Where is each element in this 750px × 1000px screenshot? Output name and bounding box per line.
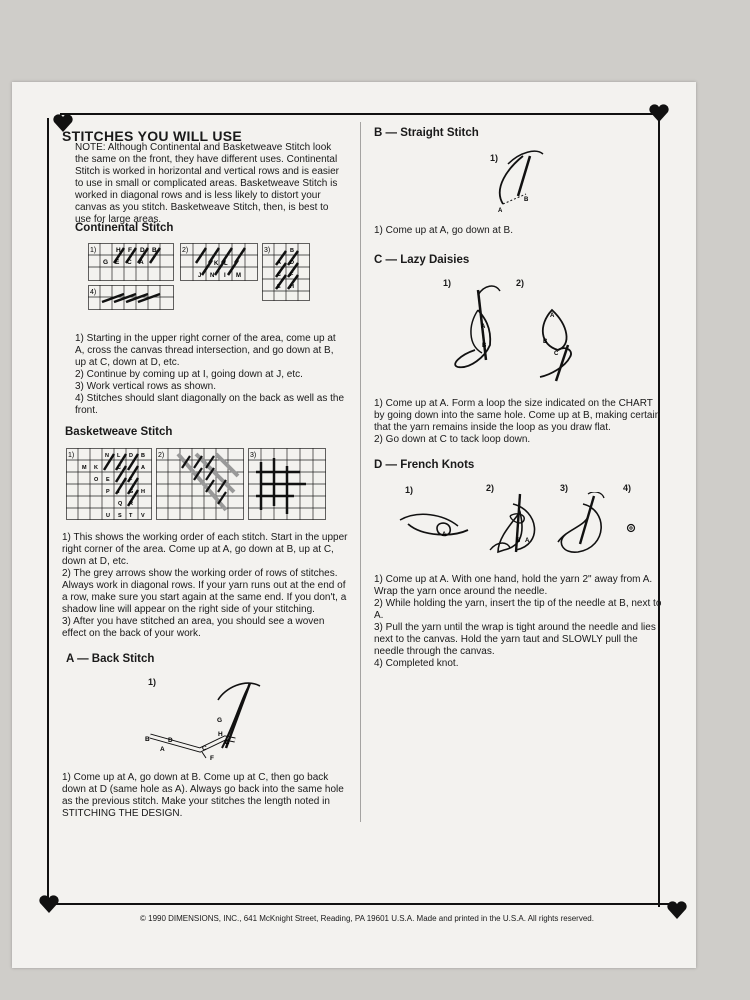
fig-letter: C — [127, 259, 132, 266]
fig-letter: B — [524, 197, 529, 203]
fig-letter: B — [543, 339, 548, 345]
basketweave-steps — [62, 532, 348, 640]
fig-letter: Q — [118, 501, 123, 507]
column-divider — [360, 122, 361, 822]
fig-letter: N — [105, 453, 109, 459]
fig-letter: L — [224, 261, 228, 267]
fig-letter: D — [129, 453, 133, 459]
lazy-daisies-steps — [374, 398, 664, 446]
fig-letter: B — [482, 343, 487, 349]
frame-left-line — [47, 118, 49, 902]
french-knots-fig4-num: 4) — [623, 483, 632, 493]
french-knots-step-4: 4) Completed knot. — [374, 658, 459, 669]
continental-step-1: 1) Starting in the upper right corner of the area, come up at A, cross the canvas thread intersection, and go down at B, up at C, down at D, etc. — [75, 333, 336, 368]
fig-letter: N — [210, 273, 215, 279]
fig-letter: U — [106, 513, 110, 519]
basketweave-step-3: 3) After you have stitched an area, you should see a woven effect on the back of your work. — [62, 616, 325, 639]
basketweave-step-1: 1) This shows the working order of each stitch. Start in the upper right corner of the area. Come up at A, go down at B, up at C, down at D, etc. — [62, 532, 348, 567]
fig-letter: H — [116, 247, 121, 254]
french-knots-figure — [398, 492, 648, 562]
fig-letter: I — [224, 273, 226, 279]
fig-letter: R — [129, 501, 133, 507]
continental-steps — [75, 333, 347, 417]
fig-letter: G — [129, 489, 134, 495]
basketweave-step-2: 2) The grey arrows show the working order of rows of stitches. Always work in diagonal rows. If your yarn runs out at the end of a row, make sure you start again at the same end. If you don't, a shadow line will appear on the right side of your stitching. — [62, 568, 347, 615]
straight-stitch-step-1: 1) Come up at A, go down at B. — [374, 225, 513, 236]
fig-letter: A — [160, 746, 165, 753]
fig-letter: E — [106, 477, 110, 483]
straight-stitch-heading: B — Straight Stitch — [374, 127, 479, 139]
lazy-daisies-fig2-num: 2) — [516, 278, 525, 288]
fig-letter: J — [198, 273, 202, 279]
continental-fig4-num: 4) — [90, 289, 97, 296]
fig-letter: H — [141, 489, 145, 495]
fig-letter: T — [129, 513, 133, 519]
continental-step-4: 4) Stitches should slant diagonally on the back as well as the front. — [75, 393, 345, 416]
heart-icon-bottom-right — [666, 900, 688, 920]
continental-step-3: 3) Work vertical rows as shown. — [75, 381, 216, 392]
continental-figure-3 — [262, 243, 310, 301]
fig-letter: I — [118, 489, 120, 495]
lazy-daisies-heading: C — Lazy Daisies — [374, 254, 470, 266]
fig-letter: C — [554, 351, 559, 357]
basketweave-figure-1 — [66, 448, 152, 520]
french-knots-step-2: 2) While holding the yarn, insert the tip of the needle at B, next to A. — [374, 598, 662, 621]
fig-letter: A — [481, 324, 486, 330]
french-knots-fig1-num: 1) — [405, 485, 414, 495]
fig-letter: D — [168, 737, 173, 744]
fig-letter: H — [290, 284, 294, 290]
fig-letter: A — [525, 538, 530, 544]
straight-stitch-figure — [488, 148, 558, 218]
continental-heading: Continental Stitch — [75, 222, 174, 234]
basketweave-figure-2 — [156, 448, 244, 520]
fig-letter: E — [277, 284, 281, 290]
fig-letter: B — [141, 453, 145, 459]
fig-letter: B — [290, 248, 294, 254]
fig-letter: C — [117, 465, 121, 471]
french-knots-steps — [374, 574, 664, 670]
fig-letter: C — [202, 745, 207, 752]
continental-figure-4 — [88, 285, 174, 310]
fig-letter: C — [277, 272, 281, 278]
basketweave-fig2-num: 2) — [158, 452, 165, 459]
continental-fig2-num: 2) — [182, 247, 189, 254]
fig-letter: P — [106, 489, 110, 495]
back-stitch-figure — [140, 678, 270, 773]
french-knots-step-1: 1) Come up at A. With one hand, hold the yarn 2" away from A. Wrap the yarn once around the needle. — [374, 574, 653, 597]
heart-icon-top-right — [648, 103, 670, 123]
fig-letter: L — [117, 453, 121, 459]
fig-letter: V — [141, 513, 145, 519]
french-knots-heading: D — French Knots — [374, 459, 475, 471]
fig-letter: O — [94, 477, 99, 483]
continental-fig1-num: 1) — [90, 247, 97, 254]
frame-top-line — [60, 113, 660, 115]
fig-letter: F — [128, 247, 132, 254]
fig-letter: D — [290, 260, 294, 266]
intro-note: NOTE: Although Continental and Basketweave Stitch look the same on the front, they have different uses. Continental Stitch is worked in horizontal and vertical rows and is easier to use in small or complicated areas. Basketweave Stitch is worked in diagonal rows and is less likely to distort your canvas as you stitch. Basketweave Stitch, then, is best to use for large areas. — [75, 142, 340, 225]
fig-letter: G — [217, 717, 223, 724]
straight-stitch-fig-num: 1) — [490, 153, 499, 163]
frame-right-line — [658, 117, 660, 907]
fig-letter: E — [225, 739, 230, 746]
french-knots-fig3-num: 3) — [560, 483, 569, 493]
basketweave-fig1-num: 1) — [68, 452, 75, 459]
frame-bottom-line — [42, 903, 676, 905]
fig-letter: A — [139, 259, 144, 266]
fig-letter: E — [115, 259, 120, 266]
fig-letter: M — [82, 465, 87, 471]
basketweave-heading: Basketweave Stitch — [65, 426, 173, 438]
fig-letter: M — [236, 273, 241, 279]
heart-icon-bottom-left — [38, 894, 60, 914]
fig-letter: A — [442, 532, 447, 538]
fig-letter: A — [498, 208, 503, 214]
fig-letter: K — [94, 465, 98, 471]
lazy-daisies-step-2: 2) Go down at C to tack loop down. — [374, 434, 531, 445]
basketweave-fig3-num: 3) — [250, 452, 257, 459]
continental-fig3-num: 3) — [264, 247, 271, 254]
french-knots-fig2-num: 2) — [486, 483, 495, 493]
fig-letter: F — [290, 272, 294, 278]
basketweave-figure-3 — [248, 448, 326, 520]
french-knots-step-3: 3) Pull the yarn until the wrap is tight around the needle and lies next to the canvas. Hold the yarn taut and SLOWLY pull the needle through the canvas. — [374, 622, 656, 657]
continental-figure-1 — [88, 243, 174, 281]
copyright-footer: © 1990 DIMENSIONS, INC., 641 McKnight Street, Reading, PA 19601 U.S.A. Made and printed in the U.S.A. All rights reserved. — [140, 914, 594, 923]
fig-letter: A — [141, 465, 145, 471]
page-title: STITCHES YOU WILL USE — [62, 128, 243, 144]
fig-letter: F — [129, 477, 133, 483]
fig-letter: A — [277, 260, 281, 266]
fig-letter: S — [118, 513, 122, 519]
lazy-daisies-fig1-num: 1) — [443, 278, 452, 288]
fig-letter: B — [152, 247, 157, 254]
back-stitch-step-1: 1) Come up at A, go down at B. Come up at C, then go back down at D (same hole as A). Always go back into the same hole as the previous stitch. Make your stitches the length noted in STITCHING THE DESIGN. — [62, 772, 344, 819]
fig-letter: H — [218, 731, 223, 738]
back-stitch-fig-num: 1) — [148, 677, 157, 687]
lazy-daisies-figure — [440, 285, 600, 385]
fig-letter: D — [140, 247, 145, 254]
fig-letter: F — [210, 755, 214, 762]
lazy-daisies-step-1: 1) Come up at A. Form a loop the size indicated on the CHART by going down into the same hole. Come up at B, making certain that the yarn remains inside the loop as you draw flat. — [374, 398, 661, 433]
fig-letter: A — [550, 313, 555, 319]
back-stitch-heading: A — Back Stitch — [66, 653, 155, 665]
fig-letter: G — [103, 259, 109, 266]
continental-figure-2 — [180, 243, 258, 281]
fig-letter: B — [516, 538, 521, 544]
back-stitch-steps — [62, 772, 348, 820]
fig-letter: K — [214, 261, 219, 267]
continental-step-2: 2) Continue by coming up at I, going down at J, etc. — [75, 369, 303, 380]
fig-letter: B — [145, 736, 150, 743]
